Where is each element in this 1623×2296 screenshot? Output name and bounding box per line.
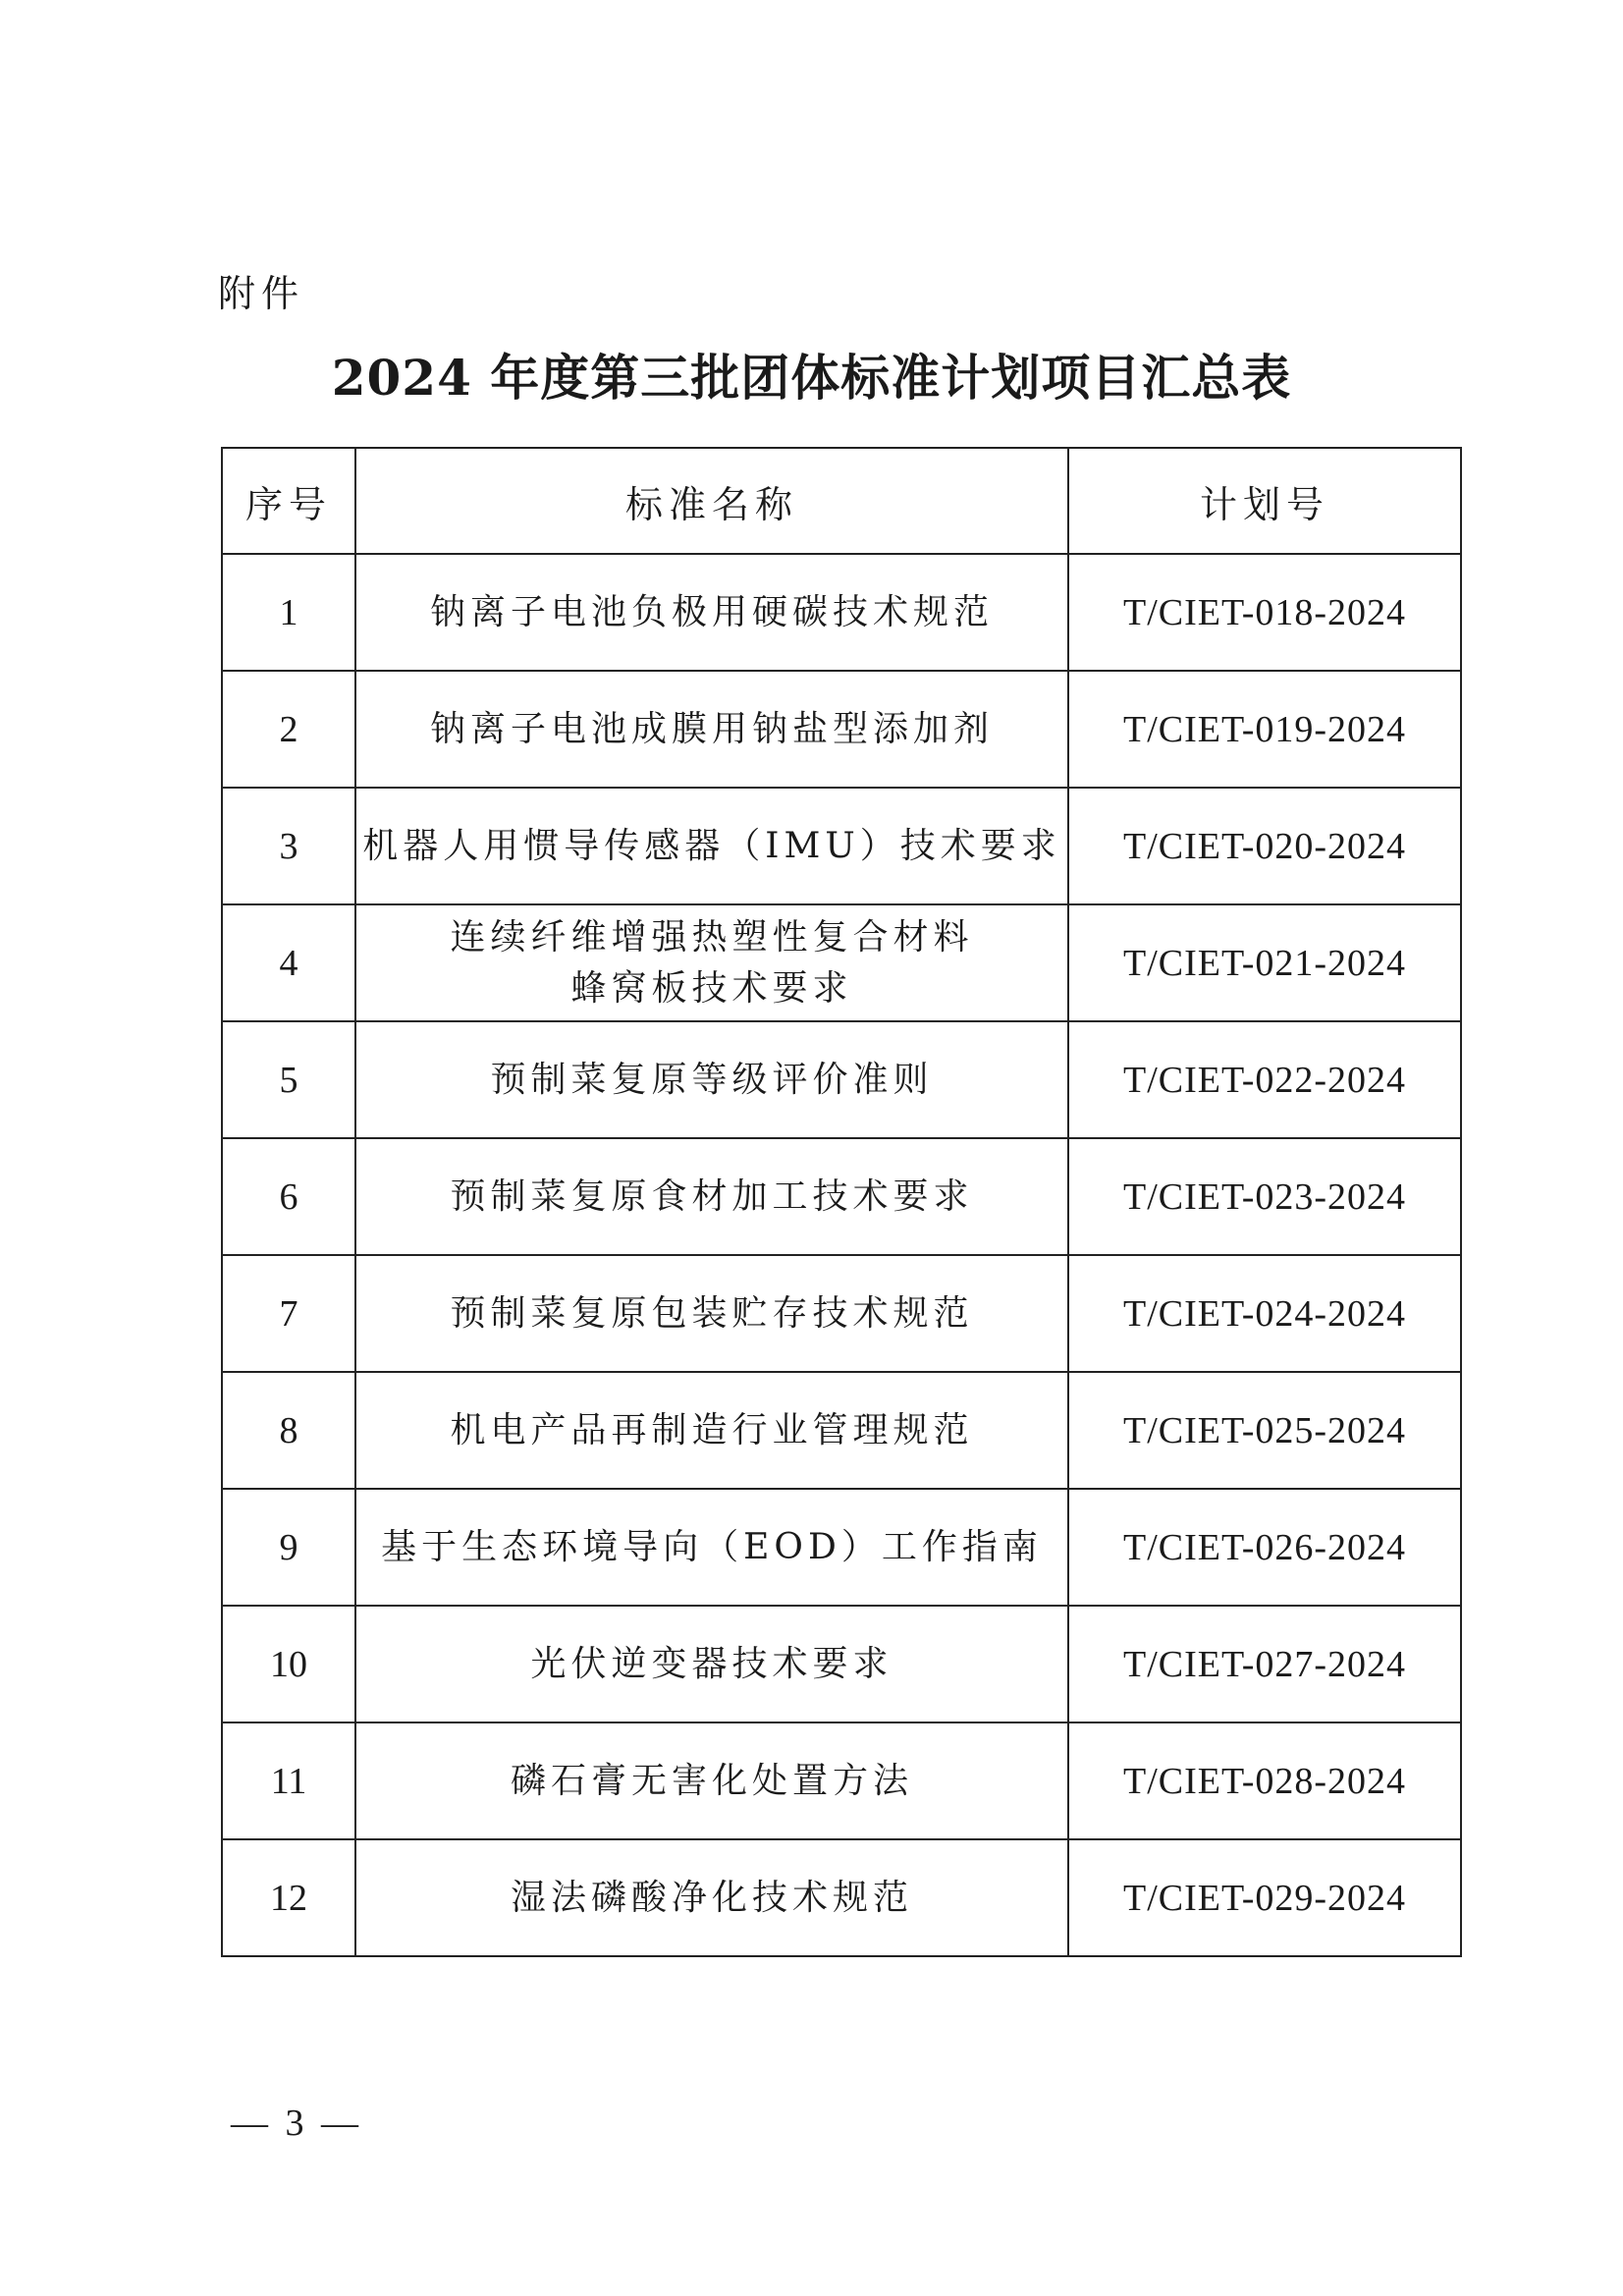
row-seq-number: 8 [222,1372,355,1489]
table-row [222,1606,1461,1722]
table-body [222,554,1461,1956]
column-header-name: 标准名称 [355,448,1068,554]
row-standard-name [355,788,1068,904]
standard-name-line: 机器人用惯导传感器（IMU）技术要求 [362,825,1061,866]
row-seq-number: 3 [222,788,355,904]
row-standard-name [355,1606,1068,1722]
table-row [222,1489,1461,1606]
standard-name-line: 预制菜复原包装贮存技术规范 [450,1292,974,1334]
standard-name-line: 光伏逆变器技术要求 [530,1643,893,1684]
table-row [222,1021,1461,1138]
row-standard-name [355,904,1068,1021]
row-plan-code: T/CIET-024-2024 [1068,1255,1461,1372]
row-seq-number: 10 [222,1606,355,1722]
row-standard-name [355,1138,1068,1255]
table-row [222,1839,1461,1956]
row-plan-code: T/CIET-022-2024 [1068,1021,1461,1138]
row-plan-code: T/CIET-027-2024 [1068,1606,1461,1722]
row-plan-code: T/CIET-018-2024 [1068,554,1461,671]
row-standard-name [355,1489,1068,1606]
standard-name-line: 连续纤维增强热塑性复合材料 [450,916,974,957]
row-standard-name [355,1372,1068,1489]
page-number: — 3 — [231,2103,362,2144]
row-seq-number: 9 [222,1489,355,1606]
document-title: 2024 年度第三批团体标准计划项目汇总表 [331,349,1292,407]
standard-name-line: 预制菜复原食材加工技术要求 [450,1175,974,1217]
row-standard-name [355,554,1068,671]
standards-plan-table [221,447,1462,1957]
column-header-code: 计划号 [1068,448,1461,554]
row-seq-number: 1 [222,554,355,671]
row-plan-code: T/CIET-026-2024 [1068,1489,1461,1606]
row-standard-name [355,1021,1068,1138]
table-row [222,1722,1461,1839]
column-header-seq: 序号 [222,448,355,554]
table-row [222,788,1461,904]
row-seq-number: 12 [222,1839,355,1956]
standard-name-line: 湿法磷酸净化技术规范 [510,1877,913,1918]
row-plan-code: T/CIET-019-2024 [1068,671,1461,788]
row-seq-number: 11 [222,1722,355,1839]
row-plan-code: T/CIET-023-2024 [1068,1138,1461,1255]
row-plan-code: T/CIET-028-2024 [1068,1722,1461,1839]
row-seq-number: 2 [222,671,355,788]
standard-name-line: 蜂窝板技术要求 [570,967,853,1009]
attachment-label: 附件 [218,272,305,315]
table-row [222,1138,1461,1255]
table-row [222,671,1461,788]
standard-name-line: 机电产品再制造行业管理规范 [450,1409,974,1450]
table-row [222,554,1461,671]
row-standard-name [355,1722,1068,1839]
row-seq-number: 7 [222,1255,355,1372]
standard-name-line: 基于生态环境导向（EOD）工作指南 [381,1526,1043,1567]
table-row [222,904,1461,1021]
standard-name-line: 钠离子电池成膜用钠盐型添加剂 [429,708,994,749]
row-plan-code: T/CIET-025-2024 [1068,1372,1461,1489]
standard-name-line: 磷石膏无害化处置方法 [510,1760,913,1801]
row-standard-name [355,1255,1068,1372]
table-row [222,1255,1461,1372]
standard-name-line: 钠离子电池负极用硬碳技术规范 [429,591,994,632]
row-seq-number: 4 [222,904,355,1021]
row-seq-number: 5 [222,1021,355,1138]
row-plan-code: T/CIET-020-2024 [1068,788,1461,904]
row-seq-number: 6 [222,1138,355,1255]
standard-name-line: 预制菜复原等级评价准则 [490,1059,934,1100]
table-header-row [222,448,1461,554]
row-plan-code: T/CIET-029-2024 [1068,1839,1461,1956]
row-standard-name [355,671,1068,788]
row-standard-name [355,1839,1068,1956]
table-row [222,1372,1461,1489]
row-plan-code: T/CIET-021-2024 [1068,904,1461,1021]
